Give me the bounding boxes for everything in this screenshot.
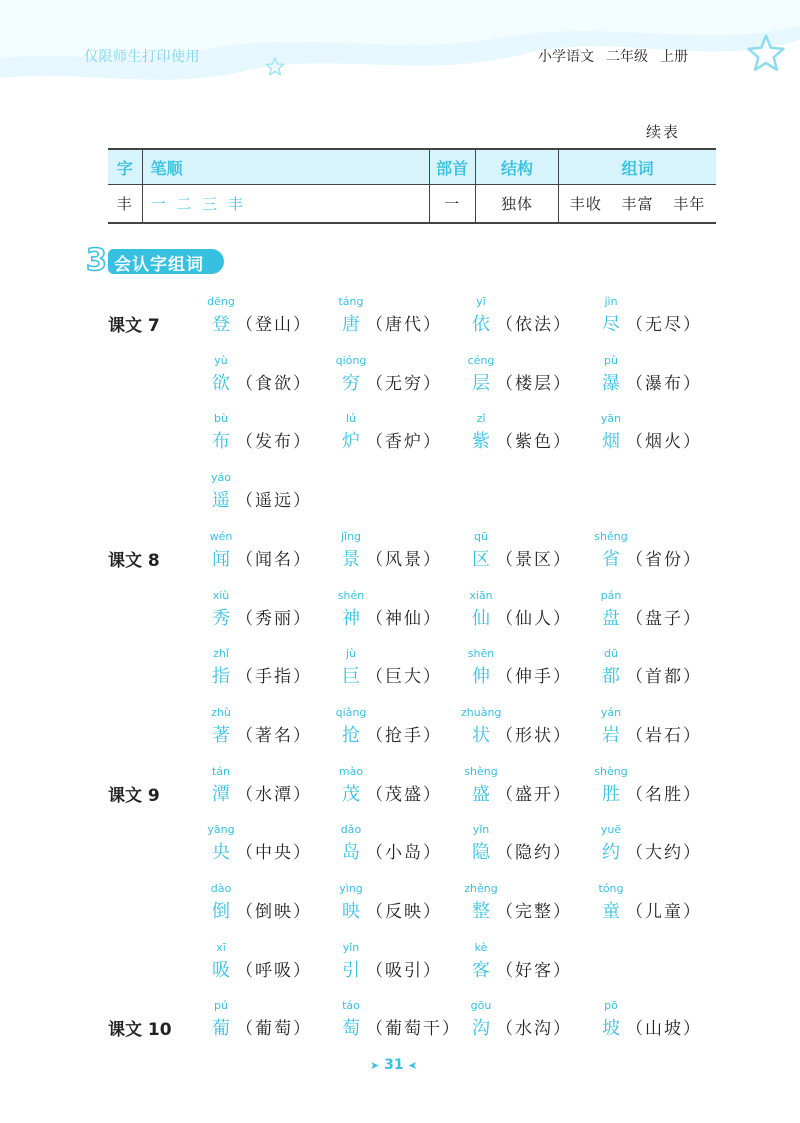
example-word: （著名） — [236, 725, 312, 746]
cell-stroke-order — [142, 185, 429, 224]
character: 层 — [472, 372, 490, 394]
pinyin: yān — [600, 412, 622, 426]
example-word: （仙人） — [496, 608, 572, 629]
character: 坡 — [602, 1018, 620, 1040]
pinyin: yù — [214, 353, 228, 367]
character: 遥 — [212, 490, 230, 512]
character: 引 — [342, 959, 360, 981]
pinyin: xiù — [212, 588, 230, 602]
example-word: （盘子） — [626, 608, 702, 629]
pinyin: zǐ — [476, 412, 486, 426]
pinyin: shén — [337, 588, 365, 602]
example-word: （形状） — [496, 725, 572, 746]
example-word: （秀丽） — [236, 608, 312, 629]
example-word: （瀑布） — [626, 373, 702, 394]
example-word: （遥远） — [236, 491, 312, 512]
pinyin: zhù — [211, 705, 231, 719]
header-char: 字 — [108, 149, 142, 185]
grade-label: 二年级 — [606, 49, 648, 65]
header-stroke-order: 笔顺 — [142, 149, 429, 185]
pinyin: mào — [338, 764, 364, 778]
pinyin: pù — [604, 353, 618, 367]
pinyin: jìn — [604, 295, 618, 308]
example-word: （发布） — [236, 432, 312, 453]
character: 炉 — [342, 431, 360, 453]
pinyin: kè — [474, 940, 488, 954]
pinyin: dǎo — [340, 823, 362, 837]
header-radical: 部首 — [429, 149, 475, 185]
character: 萄 — [342, 1018, 360, 1040]
character: 紫 — [472, 431, 490, 453]
pinyin: dū — [604, 647, 618, 661]
character: 欲 — [212, 372, 230, 394]
character: 伸 — [472, 666, 490, 688]
example-word: （名胜） — [626, 784, 702, 805]
character: 指 — [212, 666, 230, 688]
example-word: （登山） — [236, 315, 312, 335]
character: 都 — [602, 666, 620, 688]
pinyin: yuē — [600, 823, 622, 837]
section-number: 3 — [86, 243, 107, 278]
subject-label: 小学语文 — [538, 49, 594, 65]
character: 闻 — [212, 548, 230, 570]
pinyin: shèng — [594, 764, 628, 778]
pinyin: xī — [216, 940, 226, 954]
section-title: 会认字组词 — [114, 255, 204, 275]
character: 登 — [212, 314, 230, 335]
pinyin: pán — [600, 588, 622, 602]
example-word: （岩石） — [626, 725, 702, 746]
character: 尽 — [602, 314, 620, 335]
example-word: （水沟） — [496, 1019, 572, 1040]
pinyin: qióng — [335, 353, 367, 367]
example-word: （手指） — [236, 667, 312, 688]
example-word: （景区） — [496, 549, 572, 570]
pinyin: lú — [345, 412, 357, 426]
example-word: （水潭） — [236, 784, 312, 805]
example-word: （葡萄） — [236, 1019, 312, 1040]
example-word: （楼层） — [496, 373, 572, 394]
character: 盘 — [602, 607, 620, 629]
pinyin: céng — [467, 353, 495, 367]
character: 倒 — [212, 901, 230, 922]
character: 著 — [212, 724, 230, 746]
stroke-order-sequence: 一 二 三 丰 — [150, 195, 246, 213]
pinyin: tóng — [598, 882, 624, 895]
pinyin: gōu — [470, 999, 492, 1013]
pinyin: táo — [342, 999, 360, 1013]
book-info — [538, 46, 700, 66]
pinyin: qū — [474, 529, 488, 543]
volume-label: 上册 — [660, 49, 688, 65]
example-word: （省份） — [626, 549, 702, 570]
pinyin: yǐn — [472, 823, 490, 837]
pinyin: táng — [338, 295, 364, 308]
pinyin: shēn — [467, 647, 495, 661]
example-word: （吸引） — [366, 960, 442, 981]
character: 穷 — [342, 372, 360, 394]
pinyin: bù — [214, 412, 228, 426]
lesson-label: 课文 10 — [108, 1020, 172, 1041]
example-word: （唐代） — [366, 315, 442, 335]
example-word: （神仙） — [366, 608, 442, 629]
example-word: （无尽） — [626, 315, 702, 335]
character: 仙 — [472, 607, 490, 629]
header-structure: 结构 — [475, 149, 558, 185]
continued-table-label: 续表 — [646, 123, 681, 141]
example-word: （儿童） — [626, 902, 702, 922]
pinyin: wén — [209, 529, 233, 543]
example-word: （伸手） — [496, 667, 572, 688]
character: 盛 — [472, 783, 490, 805]
example-word: （无穷） — [366, 373, 442, 394]
pinyin: shèng — [464, 764, 498, 778]
example-word: （呼吸） — [236, 960, 312, 981]
pinyin: zhǐ — [213, 647, 229, 661]
pinyin: yáo — [211, 471, 231, 485]
character: 景 — [342, 548, 360, 570]
character: 童 — [602, 901, 620, 922]
example-word: （首都） — [626, 667, 702, 688]
lesson-label: 课文 9 — [108, 785, 160, 806]
character: 秀 — [212, 607, 230, 629]
pinyin: shěng — [594, 529, 628, 543]
pinyin: jù — [345, 647, 357, 661]
example-word: （茂盛） — [366, 784, 442, 805]
character: 瀑 — [602, 372, 620, 394]
example-word: （完整） — [496, 902, 572, 922]
example-word: （山坡） — [626, 1019, 702, 1040]
cell-radical: 一 — [429, 185, 475, 224]
stroke-order-table — [108, 148, 716, 224]
example-word: （风景） — [366, 549, 442, 570]
lesson-label: 课文 7 — [108, 316, 160, 336]
character: 岛 — [342, 842, 360, 864]
character: 省 — [602, 548, 620, 570]
pinyin: zhěng — [464, 882, 498, 895]
lesson-label: 课文 8 — [108, 550, 160, 571]
pinyin: jǐng — [340, 529, 362, 543]
character: 依 — [472, 314, 490, 335]
example-word: （反映） — [366, 902, 442, 922]
star-icon — [264, 56, 286, 78]
cell-char: 丰 — [108, 185, 142, 224]
pinyin: yāng — [207, 823, 235, 837]
character: 葡 — [212, 1018, 230, 1040]
example-word: （食欲） — [236, 373, 312, 394]
pinyin: yán — [600, 705, 622, 719]
pinyin: qiǎng — [335, 705, 367, 719]
character: 茂 — [342, 783, 360, 805]
pinyin: dēng — [207, 295, 235, 308]
character: 状 — [472, 724, 490, 746]
table-row — [108, 185, 716, 224]
character: 约 — [602, 842, 620, 864]
character: 神 — [342, 607, 360, 629]
example-word: （闻名） — [236, 549, 312, 570]
character: 映 — [342, 901, 360, 922]
character: 抢 — [342, 724, 360, 746]
example-word: （盛开） — [496, 784, 572, 805]
pinyin: pō — [604, 999, 618, 1013]
arrow-right-icon: ➤ — [370, 1059, 380, 1072]
arrow-left-icon: ➤ — [408, 1059, 418, 1072]
example-word: （巨大） — [366, 667, 442, 688]
character: 唐 — [342, 314, 360, 335]
example-word: （小岛） — [366, 843, 442, 864]
character: 布 — [212, 431, 230, 453]
character: 烟 — [602, 431, 620, 453]
example-word: （好客） — [496, 960, 572, 981]
character: 整 — [472, 901, 490, 922]
character: 隐 — [472, 842, 490, 864]
example-word: （烟火） — [626, 432, 702, 453]
example-word: （香炉） — [366, 432, 442, 453]
pinyin: dào — [210, 882, 232, 895]
character: 岩 — [602, 724, 620, 746]
example-word: （抢手） — [366, 725, 442, 746]
example-word: （隐约） — [496, 843, 572, 864]
example-word: （大约） — [626, 843, 702, 864]
page-number-value: 31 — [384, 1057, 404, 1073]
character: 吸 — [212, 959, 230, 981]
character: 沟 — [472, 1018, 490, 1040]
character: 巨 — [342, 666, 360, 688]
character: 区 — [472, 548, 490, 570]
header-words: 组词 — [559, 149, 716, 185]
character: 潭 — [212, 783, 230, 805]
character: 客 — [472, 959, 490, 981]
pinyin: yìng — [339, 882, 363, 895]
pinyin: tán — [211, 764, 231, 778]
cell-structure: 独体 — [475, 185, 558, 224]
star-icon — [744, 32, 788, 76]
header-wave-banner — [0, 0, 800, 90]
pinyin: pú — [214, 999, 228, 1013]
print-restriction-note: 仅限师生打印使用 — [84, 49, 200, 65]
example-word: （倒映） — [236, 902, 312, 922]
cell-words: 丰收 丰富 丰年 — [559, 185, 716, 224]
pinyin: zhuàng — [461, 705, 502, 719]
pinyin: yī — [476, 295, 486, 308]
example-word: （紫色） — [496, 432, 572, 453]
table-header-row — [108, 149, 716, 185]
pinyin: xiān — [469, 588, 493, 602]
character: 胜 — [602, 783, 620, 805]
pinyin: yǐn — [342, 940, 360, 954]
example-word: （依法） — [496, 315, 572, 335]
page-number — [370, 1057, 418, 1073]
character: 央 — [212, 842, 230, 864]
example-word: （中央） — [236, 843, 312, 864]
example-word: （葡萄干） — [366, 1019, 461, 1040]
